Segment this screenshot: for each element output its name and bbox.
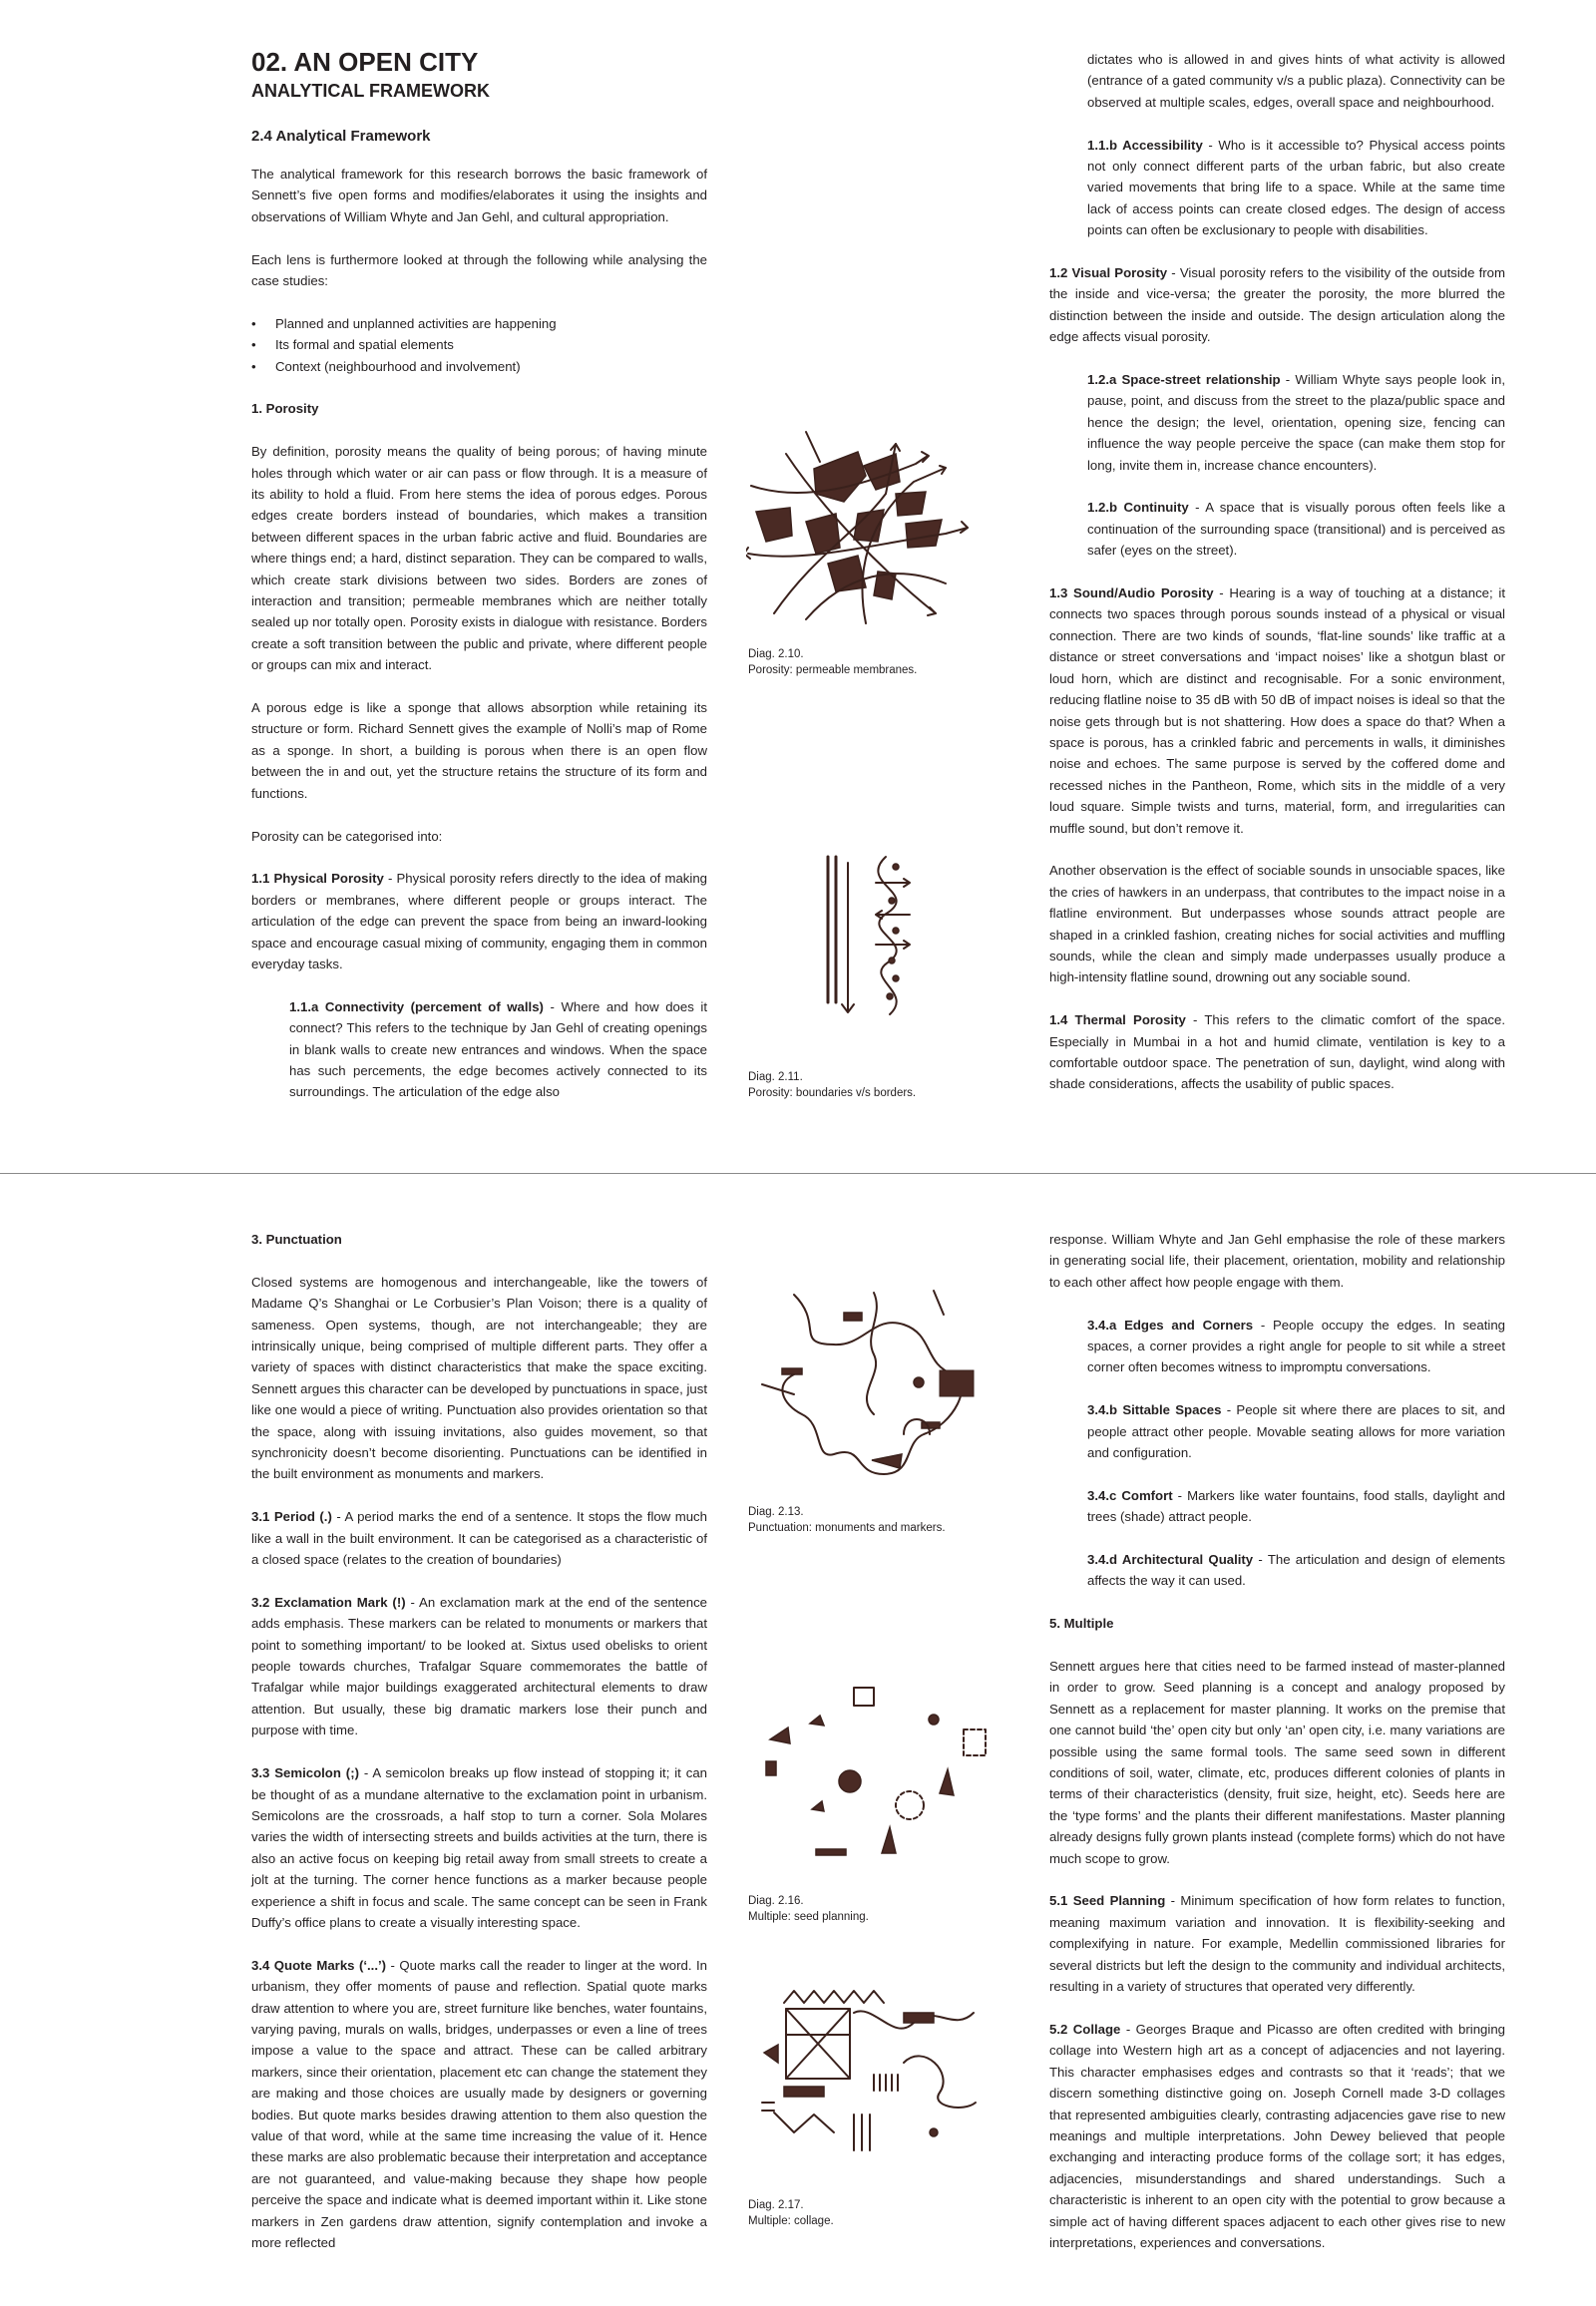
comfort-paragraph	[1087, 1485, 1505, 1528]
period-paragraph	[251, 1506, 707, 1570]
flow-line	[806, 432, 820, 462]
diagram-number: Diag. 2.17.	[748, 2199, 804, 2211]
porosity-paragraph-1: By definition, porosity means the quality of being porous; of having minute holes through which water or air can pass or flow through. It is a measure of its ability to hold a fluid. From here stems the idea of porous edges. Porous edges create borders instead of boundaries, which makes a transition between different spaces in the urban fabric active and fluid. Boundaries are where things end; a hard, distinct separation. They can be compared to walls, which create stark divisions between two sides. Borders are zones of interaction and transition; permeable membranes which are neither totally sealed up nor totally open. Porosity exists in dialogue with resistance. Borders create a soft transition between the public and private, where different people or groups can mix and interact.	[251, 444, 707, 673]
quote-marks-text: - Quote marks call the reader to linger at the word. In urbanism, they offer moments of pause and reflection. Spatial quote marks draw attention to where you are, street furniture like benches, water fountains, varying paving, murals on walls, bridges, underpasses or even a line of trees impose a value to the space and attract. These can be called arbitrary markers, since their orientation, placement etc can change the statement they are making and those choices are usually made by designers or governing bodies. But quote marks besides drawing attention to them also question the value of that word, while at the same time increasing the value of it. Hence these marks are also problematic because their interpretation and acceptance are not guaranteed, and value-making because they shape how people perceive the space and indicate what is deemed important within it. Like stone markers in Zen gardens draw attention, signify contemplation and invoke a more reflected	[251, 1957, 707, 2251]
diagram-title: Multiple: seed planning.	[748, 1911, 869, 1923]
porosity-membranes-drawing	[746, 424, 976, 643]
marker-path	[867, 1293, 877, 1414]
visual-porosity-paragraph	[1049, 262, 1505, 348]
space-street-text: - William Whyte says people look in, pause, point, and discuss from the street to the plaza/public space and hence the design; the level, orientation, opening size, fencing can influence the way people perceive the space (can make them stop for long, invite them in, increase chance encounters).	[1087, 372, 1505, 473]
lens-intro-paragraph: Each lens is furthermore looked at through the following while analysing the case studies:	[251, 251, 707, 289]
exclamation-paragraph	[251, 1592, 707, 1741]
collage-triangle	[764, 2045, 778, 2063]
connectivity-paragraph	[289, 996, 707, 1103]
physical-porosity-paragraph	[251, 868, 707, 974]
punctuation-heading: 3. Punctuation	[251, 1232, 342, 1247]
marker-dot	[914, 1377, 924, 1387]
border-arrow	[876, 911, 910, 919]
diagram-collage	[754, 1983, 994, 2182]
list-item: • Its formal and spatial elements	[275, 334, 707, 355]
comfort-term: 3.4.c Comfort	[1087, 1487, 1173, 1503]
physical-porosity-term: 1.1 Physical Porosity	[251, 871, 384, 887]
exclamation-text: - An exclamation mark at the end of the sentence adds emphasis. These markers can be related to monuments or markers that point to something important/ to be looked at. Sixtus used obelisks to orient people towards churches, Trafalgar Square commemorates the battle of Trafalgar while major buildings exaggerated architectural elements to draw attention. But usually, these big dramatic markers lose their punch and purpose with time.	[251, 1594, 707, 1738]
page1-left-column	[251, 46, 707, 1124]
porosity-paragraph-2: A porous edge is like a sponge that allows absorption while retaining its structure or form. Richard Sennett gives the example of Nolli’s map of Rome as a sponge. In short, a building is porous when there is an open flow between the in and out, yet the structure retains the structure of its form and functions.	[251, 700, 707, 801]
boundaries-borders-drawing	[818, 853, 938, 1022]
border-dot	[889, 958, 895, 963]
architectural-quality-text: - The articulation and design of elements affects the way it can used.	[1087, 1552, 1506, 1589]
visual-porosity-term: 1.2 Visual Porosity	[1049, 265, 1168, 281]
page-divider	[0, 1173, 1596, 1174]
seed-planning-drawing	[754, 1682, 994, 1881]
seed-planning-paragraph	[1049, 1890, 1505, 1997]
collage-line	[786, 2009, 850, 2079]
period-text: - A period marks the end of a sentence. It stops the flow much like a wall in the built environment. It can be categorised as a characteristic of a closed space (relates to the creation of boundaries)	[251, 1509, 707, 1568]
diagram-monuments-markers	[754, 1285, 994, 1484]
exclamation-term: 3.2 Exclamation Mark (!)	[251, 1594, 406, 1610]
border-dot	[893, 864, 899, 870]
sound-porosity-paragraph	[1049, 582, 1505, 839]
punctuation-paragraph-1: Closed systems are homogenous and interchangeable, like the towers of Madame Q’s Shanghai or Le Corbusier’s Plan Voison; there is a quality of sameness. Open systems, though, are not interchangeable; they are intrinsically unique, being comprised of multiple different parts. They offer a variety of spaces with distinct characteristics that make the space exciting. Sennett argues this character can be developed by punctuations in space, just like one would a piece of writing. Punctuation also provides orientation so that the space, along with issuing invitations, also guides movement, so that synchronicity doesn’t become disorienting. Punctuations can be identified in the built environment as monuments and markers.	[251, 1274, 707, 1482]
seed-triangle	[770, 1728, 790, 1743]
diagram-title: Porosity: permeable membranes.	[748, 664, 918, 676]
collage-line	[774, 2113, 834, 2132]
seed-triangle	[810, 1716, 824, 1726]
continuity-text: - A space that is visually porous often feels like a continuation of the surrounding space (transitional) and is perceived as safer (eyes on the street).	[1087, 500, 1505, 559]
diagram-title: Porosity: boundaries v/s borders.	[748, 1087, 917, 1099]
sittable-spaces-term: 3.4.b Sittable Spaces	[1087, 1402, 1222, 1418]
quote-marks-term: 3.4 Quote Marks (‘...’)	[251, 1957, 387, 1973]
marker-path	[934, 1291, 944, 1315]
space-street-term: 1.2.a Space-street relationship	[1087, 372, 1281, 388]
diagram-number: Diag. 2.10.	[748, 648, 804, 660]
diagram-title: Punctuation: monuments and markers.	[748, 1522, 946, 1534]
monuments-markers-drawing	[754, 1285, 994, 1484]
collage-zigzag	[784, 1991, 884, 2003]
semicolon-text: - A semicolon breaks up flow instead of stopping it; it can be thought of as a mundane alternative to the exclamation point in urbanism. Semicolons are the crossroads, a half stop to turn a corner. Sola Molares varies the width of intersecting streets and builds activities at the turn, there is also an active focus on keeping big retail away from small streets to create a jolt at the turning. The corner hence functions as a marker because people experience a shift in focus and scale. The same concept can be seen in Frank Duffy’s office plans to create a visually interesting space.	[251, 1765, 707, 1930]
list-item: • Planned and unplanned activities are happening	[275, 313, 707, 334]
physical-porosity-text: - Physical porosity refers directly to the idea of making borders or membranes, where different people or groups interact. The articulation of the edge can prevent the space from being an inward-looking space and encourage casual mixing of community, engaging them in common everyday tasks.	[251, 871, 707, 971]
porosity-paragraph-3: Porosity can be categorised into:	[251, 828, 443, 844]
collage-hatch	[874, 2075, 898, 2091]
accessibility-term: 1.1.b Accessibility	[1087, 137, 1203, 153]
arrow-head	[961, 522, 968, 533]
edges-corners-paragraph	[1087, 1315, 1505, 1378]
border-membrane	[878, 857, 896, 1014]
membrane-shape	[756, 508, 792, 542]
page-2	[0, 1175, 1596, 2306]
diagram-caption	[748, 1069, 916, 1101]
diagram-caption	[748, 1893, 869, 1925]
sittable-spaces-text: - People sit where there are places to sit, and people attract other people. Movable seating allows for more variation and configuration.	[1087, 1402, 1505, 1461]
collage-drawing	[754, 1983, 994, 2182]
collage-term: 5.2 Collage	[1049, 2021, 1121, 2037]
bullet-list	[251, 313, 707, 377]
diagram-number: Diag. 2.13.	[748, 1506, 804, 1518]
seed-bar	[816, 1849, 846, 1855]
thermal-porosity-term: 1.4 Thermal Porosity	[1049, 1012, 1186, 1028]
diagram-title: Multiple: collage.	[748, 2215, 834, 2227]
collage-block	[904, 2013, 934, 2023]
connectivity-term: 1.1.a Connectivity (percement of walls)	[289, 998, 544, 1014]
intro-paragraph: The analytical framework for this research borrows the basic framework of Sennett’s five open forms and modifies/elaborates it using the insights and observations of William Whyte and Jan Gehl, and cultural appropriation.	[251, 167, 707, 224]
diagram-caption	[748, 646, 917, 678]
marker-shape	[872, 1454, 902, 1468]
diagram-number: Diag. 2.16.	[748, 1895, 804, 1907]
border-dot	[893, 975, 899, 981]
seed-triangle	[940, 1769, 954, 1795]
connectivity-text: - Where and how does it connect? This refers to the technique by Jan Gehl of creating openings in blank walls to create new entrances and windows. When the space has such percements, the edge becomes actively connected to its surroundings. The articulation of the edge also	[289, 998, 707, 1100]
page-title: 02. AN OPEN CITY	[251, 47, 479, 77]
collage-block	[784, 2087, 824, 2097]
collage-paragraph	[1049, 2019, 1505, 2253]
page1-right-column	[1049, 49, 1505, 1116]
quote-marks-continued-paragraph: response. William Whyte and Jan Gehl emphasise the role of these markers in generating social life, their placement, orientation, mobility and relationship to each other affect how people engage with them.	[1049, 1232, 1505, 1290]
border-dot	[893, 928, 899, 934]
porosity-heading: 1. Porosity	[251, 401, 319, 417]
marker-block	[844, 1313, 862, 1321]
membrane-shape	[906, 520, 942, 548]
semicolon-term: 3.3 Semicolon (;)	[251, 1765, 359, 1781]
collage-scribble	[904, 2056, 976, 2108]
edges-corners-term: 3.4.a Edges and Corners	[1087, 1317, 1254, 1333]
diagram-caption	[748, 2197, 834, 2229]
accessibility-text: - Who is it accessible to? Physical access points not only connect different parts of the urban fabric, but also create varied movements that bring life to a space. While at the same time lack of access points can create closed edges. The design of access points can often be exclusionary to people with disabilities.	[1087, 137, 1506, 238]
marker-path	[782, 1295, 962, 1474]
architectural-quality-paragraph	[1087, 1549, 1505, 1592]
marker-block	[782, 1368, 802, 1374]
semicolon-paragraph	[251, 1762, 707, 1933]
thermal-porosity-paragraph	[1049, 1009, 1505, 1095]
page2-right-column	[1049, 1229, 1505, 2275]
sound-porosity-term: 1.3 Sound/Audio Porosity	[1049, 585, 1214, 601]
seed-dashed-square	[964, 1730, 986, 1755]
seed-circle	[839, 1770, 861, 1792]
sittable-spaces-paragraph	[1087, 1399, 1505, 1463]
multiple-paragraph-1: Sennett argues here that cities need to be farmed instead of master-planned in order to grow. Seed planning is a concept and analogy proposed by Sennett as a replacement for master planning. It works on the premise that one cannot build ‘the’ open city but only ‘an’ open city, i.e. many variations are possible using the same formal tools. The same seed sown in different conditions of soil, water, climate, etc, produces different colonies of plants in terms of their characteristics (density, fruit size, height, etc). Seeds here are the ‘type forms’ and the plants their different manifestations. Master planning already designs fully grown plants instead (complete forms) which do not have much scope to grow.	[1049, 1659, 1505, 1866]
seed-square	[766, 1761, 776, 1775]
sound-porosity-paragraph-2: Another observation is the effect of sociable sounds in unsociable spaces, like the cries of hawkers in an underpass, that contributes to the impact noise in a flatline environment. But underpasses whose sounds attract people are shaped in a crinkled fashion, creating niches for social activities and muffling sounds, while the clean and simply made underpasses usually produce a high-intensity flatline sound, drowning out any sociable sound.	[1049, 863, 1505, 985]
border-arrow	[842, 863, 854, 1012]
architectural-quality-term: 3.4.d Architectural Quality	[1087, 1552, 1254, 1568]
seed-square	[854, 1688, 874, 1706]
accessibility-paragraph	[1087, 135, 1505, 241]
diagram-number: Diag. 2.11.	[748, 1071, 803, 1083]
seed-triangle	[882, 1827, 896, 1853]
space-street-paragraph	[1087, 369, 1505, 476]
membrane-shape	[806, 514, 840, 554]
seed-planning-text: - Minimum specification of how form relates to function, meaning maximum variation and innovation. It is flexibility-seeking and complexifying in nature. For example, Medellin commissioned libraries for several districts but left the design to the community and individual architects, resulting in a variety of structures that operated very differently.	[1049, 1893, 1505, 1995]
period-term: 3.1 Period (.)	[251, 1509, 332, 1525]
diagram-boundaries-borders	[818, 853, 938, 1022]
comfort-text: - Markers like water fountains, food stalls, daylight and trees (shade) attract people.	[1087, 1487, 1505, 1525]
page-subtitle: ANALYTICAL FRAMEWORK	[251, 81, 490, 101]
section-heading: 2.4 Analytical Framework	[251, 128, 431, 145]
diagram-seed-planning	[754, 1682, 994, 1881]
continuity-term: 1.2.b Continuity	[1087, 500, 1189, 516]
diagram-caption	[748, 1504, 946, 1536]
diagram-permeable-membranes	[746, 424, 976, 643]
edges-corners-text: - People occupy the edges. In seating spaces, a corner provides a right angle for people to sit while a street corner often becomes witness to impromptu conversations.	[1087, 1317, 1505, 1375]
collage-text: - Georges Braque and Picasso are often credited with bringing collage into Western high art as a concept of adjacencies and not layering. This character emphasises edges and contrasts so that it ‘reads’; that we discern something distinctive going on. Joseph Cornell made 3-D collages that represented ambiguities clearly, contrasting adjacencies gave rise to new meanings and multiple interpretations. John Dewey believed that people exchanging and interacting produce forms of the collage sort; it has edges, adjacencies, misunderstandings and shared understandings. Such a characteristic is inherent to an open city with the potential to grow because a simple act of having different spaces adjacent to each other gives rise to new interpretations, experiences and conversations.	[1049, 2021, 1505, 2250]
border-dot	[887, 993, 893, 999]
collage-line	[762, 2103, 774, 2111]
connectivity-continued-paragraph: dictates who is allowed in and gives hints of what activity is allowed (entrance of a gated community v/s a public plaza). Connectivity can be observed at multiple scales, edges, overall space and neighbourhood.	[1087, 52, 1505, 110]
collage-line	[854, 2114, 870, 2150]
list-item: • Context (neighbourhood and involvement)	[275, 356, 707, 377]
sound-porosity-text: - Hearing is a way of touching at a distance; it connects two spaces through porous sounds instead of a physical or visual connection. There are two kinds of sounds, ‘flat-line sounds’ like traffic at a distance or street conversations and ‘impact noises’ like a shotgun blast or loud horn, which are distinct and recognisable. For a sonic environment, reducing flatline noise to 35 dB with 50 dB of impact noises is ideal so that the noise gets through but is not shattering. How does a space do that? When a space is porous, has a crinkled fabric and percements in walls, it diminishes noise and echoes. The same purpose is served by the coffered dome and recessed niches in the Pantheon, Rome, which sits in the middle of a very loud square. Simple twists and turns, material, form, and irregularities can muffle sound, but don’t remove it.	[1049, 585, 1505, 836]
seed-triangle	[812, 1801, 824, 1811]
multiple-heading: 5. Multiple	[1049, 1616, 1114, 1632]
quote-marks-paragraph	[251, 1955, 707, 2254]
seed-dot	[929, 1715, 939, 1725]
collage-dot	[930, 2128, 938, 2136]
seed-dashed-circle	[896, 1791, 924, 1819]
continuity-paragraph	[1087, 497, 1505, 561]
marker-hatched	[940, 1370, 974, 1396]
thermal-porosity-text: - This refers to the climatic comfort of the space. Especially in Mumbai in a hot and humid climate, ventilation is key to a comfortable outdoor space. The penetration of sun, daylight, wind along with shade considerations, affects the usability of public spaces.	[1049, 1012, 1505, 1092]
border-dot	[889, 898, 895, 904]
visual-porosity-text: - Visual porosity refers to the visibility of the outside from the inside and vice-versa; the greater the porosity, the more blurred the distinction between the inside and outside. The design articulation along the edge affects visual porosity.	[1049, 265, 1505, 345]
marker-path	[762, 1384, 794, 1394]
page2-left-column	[251, 1229, 707, 2275]
membrane-shape	[814, 452, 866, 502]
seed-planning-term: 5.1 Seed Planning	[1049, 1893, 1166, 1909]
